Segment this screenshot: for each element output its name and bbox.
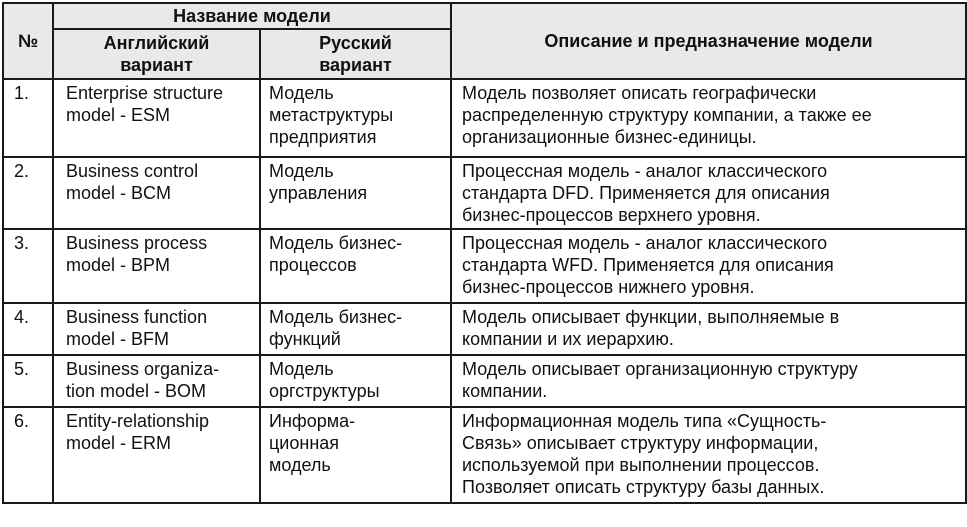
row-russian-line: Модель бизнес-	[269, 307, 403, 327]
row-english	[53, 407, 260, 503]
row-description-line: Информационная модель типа «Сущность-	[462, 411, 827, 431]
models-table	[2, 2, 967, 504]
row-russian-line: управления	[269, 183, 368, 203]
header-description: Описание и предназначение модели	[451, 3, 966, 79]
row-english-line: model - BPM	[66, 255, 171, 275]
header-model-name: Название модели	[53, 3, 451, 29]
row-num: 6.	[3, 407, 53, 503]
row-description	[451, 407, 966, 503]
row-english-line: model - ESM	[66, 105, 171, 125]
row-russian-line: Модель	[269, 359, 334, 379]
header-russian-line: Русский	[319, 33, 392, 53]
row-russian-line: Модель бизнес-	[269, 233, 403, 253]
row-russian	[260, 229, 451, 303]
row-russian-line: предприятия	[269, 127, 377, 147]
row-english-line: model - BCM	[66, 183, 172, 203]
row-description-line: используемой при выполнении процессов.	[462, 455, 820, 475]
row-description	[451, 157, 966, 229]
row-russian	[260, 157, 451, 229]
row-description-line: распределенную структуру компании, а также ее	[462, 105, 872, 125]
header-russian-line: вариант	[319, 55, 392, 75]
row-english-line: Business function	[66, 307, 208, 327]
row-english-line: Entity-relationship	[66, 411, 210, 431]
table-row	[3, 79, 966, 157]
header-english	[53, 29, 260, 79]
row-description-line: бизнес-процессов верхнего уровня.	[462, 205, 761, 225]
row-russian-line: Модель	[269, 83, 334, 103]
row-russian-line: ционная	[269, 433, 340, 453]
row-description-line: организационные бизнес-единицы.	[462, 127, 757, 147]
row-russian-line: процессов	[269, 255, 357, 275]
row-description-line: Позволяет описать структуру базы данных.	[462, 477, 825, 497]
row-description-line: бизнес-процессов нижнего уровня.	[462, 277, 755, 297]
row-english-line: Business process	[66, 233, 208, 253]
row-num: 5.	[3, 355, 53, 407]
table-row	[3, 355, 966, 407]
row-description-line: стандарта DFD. Применяется для описания	[462, 183, 830, 203]
row-description-line: Модель описывает организационную структуру	[462, 359, 858, 379]
row-english-line: model - BFM	[66, 329, 170, 349]
row-russian-line: оргструктуры	[269, 381, 380, 401]
row-english-line: model - ERM	[66, 433, 172, 453]
row-english-line: Business organiza-	[66, 359, 220, 379]
row-description-line: Процессная модель - аналог классического	[462, 161, 828, 181]
row-english-line: tion model - BOM	[66, 381, 207, 401]
row-description	[451, 355, 966, 407]
row-description-line: компании.	[462, 381, 548, 401]
row-num: 3.	[3, 229, 53, 303]
row-russian	[260, 355, 451, 407]
row-description-line: Модель позволяет описать географически	[462, 83, 817, 103]
row-description-line: компании и их иерархию.	[462, 329, 674, 349]
row-english-line: Enterprise structure	[66, 83, 224, 103]
row-english	[53, 157, 260, 229]
header-english-line: вариант	[120, 55, 193, 75]
table-row	[3, 229, 966, 303]
row-english-line: Business control	[66, 161, 199, 181]
table-row	[3, 407, 966, 503]
row-description-line: Связь» описывает структуру информации,	[462, 433, 819, 453]
row-russian	[260, 303, 451, 355]
row-english	[53, 355, 260, 407]
header-english-line: Английский	[103, 33, 210, 53]
row-english	[53, 303, 260, 355]
row-num: 2.	[3, 157, 53, 229]
row-english	[53, 229, 260, 303]
row-english	[53, 79, 260, 157]
row-description-line: Процессная модель - аналог классического	[462, 233, 828, 253]
row-russian-line: Модель	[269, 161, 334, 181]
row-russian-line: Информа-	[269, 411, 356, 431]
row-num: 1.	[3, 79, 53, 157]
row-description-line: стандарта WFD. Применяется для описания	[462, 255, 834, 275]
row-russian	[260, 407, 451, 503]
row-description	[451, 79, 966, 157]
header-russian	[260, 29, 451, 79]
row-description	[451, 303, 966, 355]
table-row	[3, 157, 966, 229]
row-description-line: Модель описывает функции, выполняемые в	[462, 307, 840, 327]
header-num: №	[3, 3, 53, 79]
row-russian-line: модель	[269, 455, 331, 475]
row-russian-line: функций	[269, 329, 341, 349]
row-description	[451, 229, 966, 303]
table-row	[3, 303, 966, 355]
row-num: 4.	[3, 303, 53, 355]
row-russian	[260, 79, 451, 157]
row-russian-line: метаструктуры	[269, 105, 394, 125]
